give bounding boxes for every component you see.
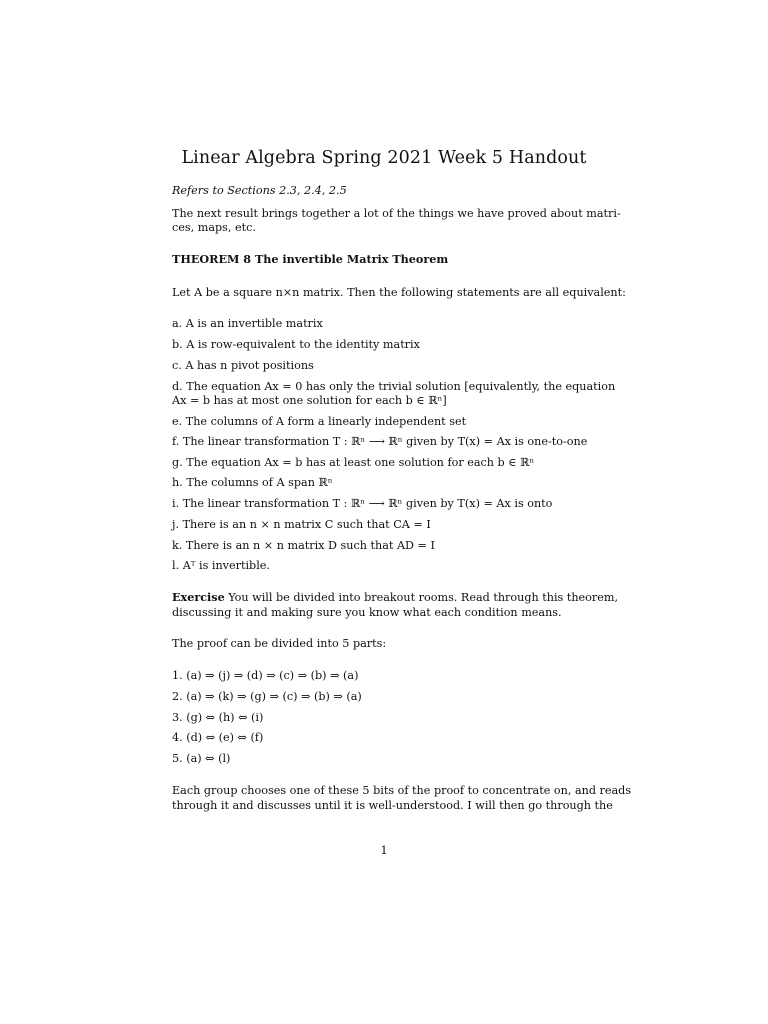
statement-d: d. The equation Ax = 0 has only the trivial solution [equivalently, the equation bbox=[172, 380, 616, 393]
statement-f: f. The linear transformation T : ℝⁿ ⟶ ℝⁿ given by T(x) = Ax is one-to-one bbox=[172, 435, 588, 448]
proof-part-5: 5. (a) ⇔ (l) bbox=[172, 752, 231, 765]
exercise-line-1 bbox=[172, 590, 622, 605]
intro-line-2: ces, maps, etc. bbox=[172, 221, 256, 234]
theorem-premise: Let A be a square n×n matrix. Then the following statements are all equivalent: bbox=[172, 286, 626, 299]
exercise-text: You will be divided into breakout rooms. Read through this theorem, bbox=[224, 591, 619, 604]
closing-line-2: through it and discusses until it is well-understood. I will then go through the bbox=[172, 799, 613, 812]
statement-l: l. Aᵀ is invertible. bbox=[172, 559, 270, 572]
statement-a: a. A is an invertible matrix bbox=[172, 317, 323, 330]
statement-d-continuation: Ax = b has at most one solution for each b ∈ ℝⁿ] bbox=[172, 394, 447, 407]
exercise-line-2: discussing it and making sure you know what each condition means. bbox=[172, 606, 562, 619]
section-reference: Refers to Sections 2.3, 2.4, 2.5 bbox=[172, 184, 347, 197]
statement-h: h. The columns of A span ℝⁿ bbox=[172, 476, 333, 489]
statement-c: c. A has n pivot positions bbox=[172, 359, 314, 372]
intro-line-1: The next result brings together a lot of the things we have proved about matri- bbox=[172, 207, 621, 220]
exercise-label: Exercise bbox=[172, 590, 225, 604]
statement-i: i. The linear transformation T : ℝⁿ ⟶ ℝⁿ given by T(x) = Ax is onto bbox=[172, 497, 553, 510]
statement-k: k. There is an n × n matrix D such that AD = I bbox=[172, 539, 435, 552]
document-title: Linear Algebra Spring 2021 Week 5 Handout bbox=[181, 148, 587, 168]
proof-part-3: 3. (g) ⇔ (h) ⇔ (i) bbox=[172, 711, 264, 724]
proof-intro: The proof can be divided into 5 parts: bbox=[172, 637, 387, 650]
proof-part-4: 4. (d) ⇔ (e) ⇔ (f) bbox=[172, 731, 264, 744]
proof-part-2: 2. (a) ⇒ (k) ⇒ (g) ⇒ (c) ⇒ (b) ⇒ (a) bbox=[172, 690, 362, 703]
closing-line-1: Each group chooses one of these 5 bits of the proof to concentrate on, and reads bbox=[172, 784, 632, 797]
proof-part-1: 1. (a) ⇒ (j) ⇒ (d) ⇒ (c) ⇒ (b) ⇒ (a) bbox=[172, 669, 359, 682]
statement-e: e. The columns of A form a linearly independent set bbox=[172, 415, 467, 428]
theorem-heading: THEOREM 8 The invertible Matrix Theorem bbox=[172, 252, 449, 266]
statement-j: j. There is an n × n matrix C such that CA = I bbox=[172, 518, 431, 531]
page-number: 1 bbox=[380, 844, 388, 857]
statement-g: g. The equation Ax = b has at least one solution for each b ∈ ℝⁿ bbox=[172, 456, 535, 469]
statement-b: b. A is row-equivalent to the identity matrix bbox=[172, 338, 420, 351]
